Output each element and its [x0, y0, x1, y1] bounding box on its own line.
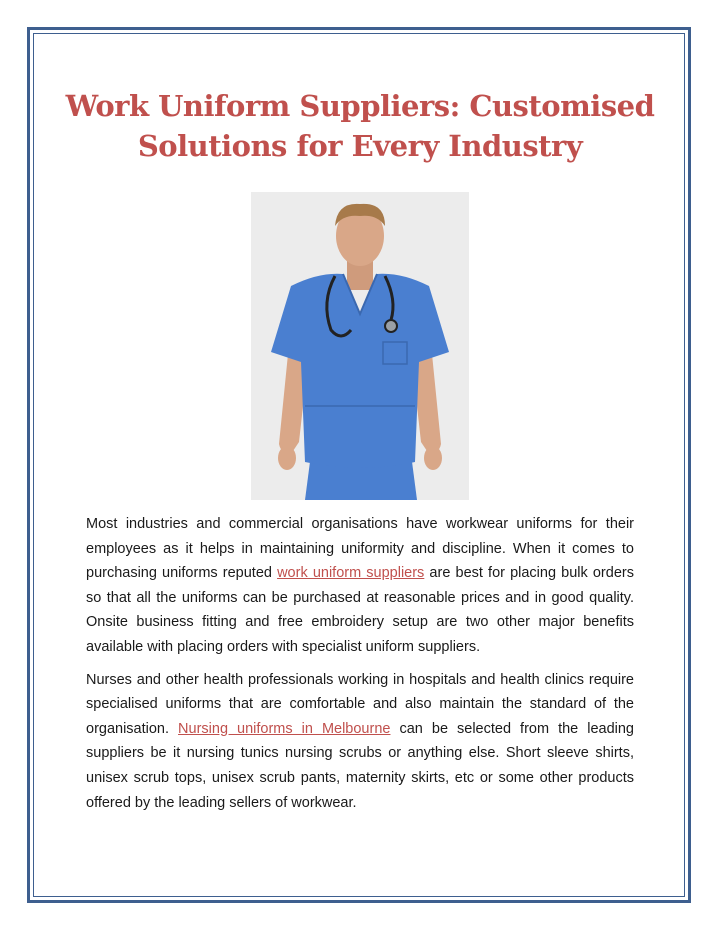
- article-body: [86, 512, 634, 823]
- work-uniform-suppliers-link[interactable]: work uniform suppliers: [277, 565, 425, 582]
- paragraph-2: [86, 668, 634, 816]
- paragraph-1-text-b: are best for placing bulk orders so that all the uniforms can be purchased at reasonable prices and in good quality. Onsite business fitting and free embroidery setup are two other major benefits available with placing orders with specialist uniform suppliers.: [86, 565, 634, 655]
- paragraph-1-text-a: Most industries and commercial organisations have workwear uniforms for their employees as it helps in maintaining uniformity and discipline. When it comes to purchasing uniforms reputed: [86, 516, 634, 582]
- nursing-uniforms-melbourne-link[interactable]: Nursing uniforms in Melbourne: [178, 720, 391, 737]
- paragraph-1: [86, 512, 634, 660]
- title-line-2: Solutions for Every Industry: [137, 129, 583, 163]
- paragraph-2-text-a: Nurses and other health professionals working in hospitals and health clinics require specialised uniforms that are comfortable and also maintain the standard of the organisation.: [86, 671, 634, 737]
- nurse-in-scrubs-photo: [251, 192, 469, 500]
- page-title: [60, 86, 660, 166]
- title-line-1: Work Uniform Suppliers: Customised: [65, 89, 655, 123]
- paragraph-2-text-b: can be selected from the leading suppliers be it nursing tunics nursing scrubs or anything else. Short sleeve shirts, unisex scrub tops, unisex scrub pants, maternity skirts, etc or some other products offered by the leading sellers of workwear.: [86, 720, 634, 811]
